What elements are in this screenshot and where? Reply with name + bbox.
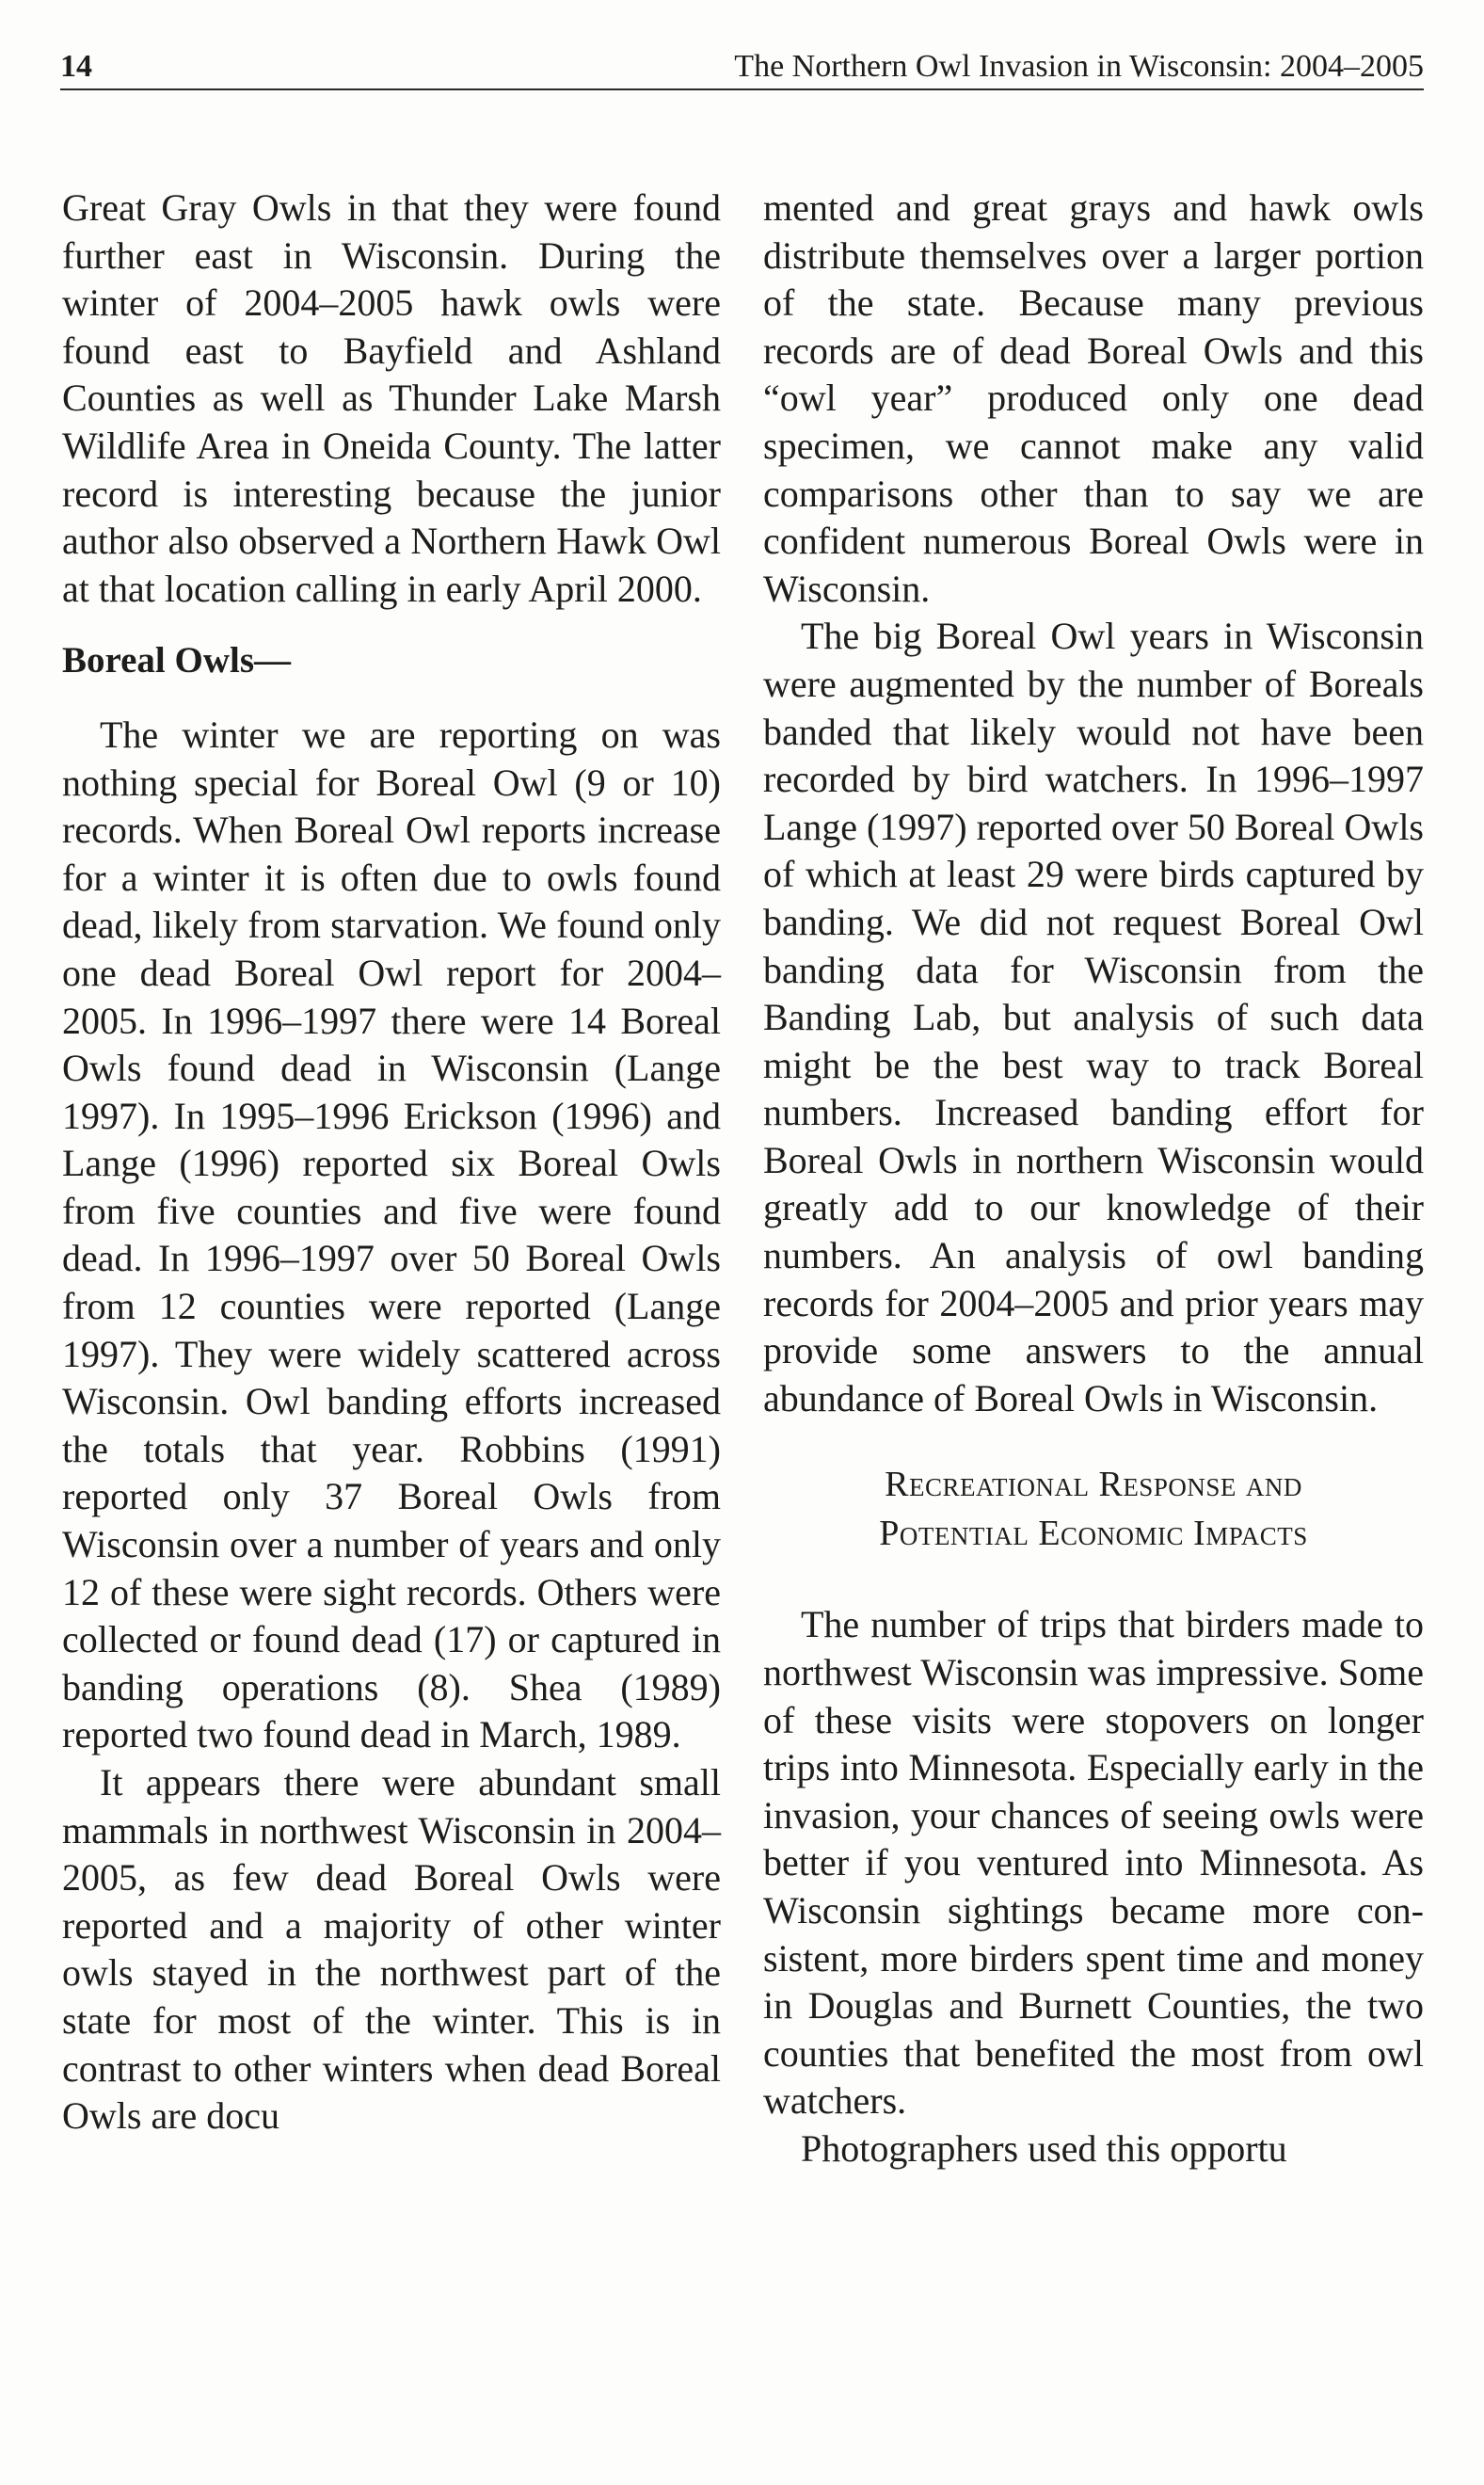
section-heading-recreational-response [763,1460,1424,1558]
paragraph-distribution: mented and great grays and hawk owls distribute themselves over a larger portion of the state. Because many previous records are of dead Boreal Owls and this “owl year” produced only one dead specimen, we cannot make any valid comparisons other than to say we are confident numerous Boreal Owls were in Wisconsin. [763,186,1424,610]
paragraph-great-gray-continuation: Great Gray Owls in that they were found further east in Wisconsin. During the winter of 2004–2005 hawk owls were found east to Bayfield and Ashland Counties as well as Thunder Lake Marsh Wildlife Area in Oneida County. The latter record is interesting because the junior author also observed a Northern Hawk Owl at that location calling in early April 2000. [62,186,721,610]
paragraph-banding: The big Boreal Owl years in Wisconsin were augmented by the number of Boreals banded that likely would not have been recorded by bird watchers. In 1996–1997 Lange (1997) reported over 50 Boreal Owls of which at least 29 were birds captured by banding. We did not request Boreal Owl banding data for Wisconsin from the Banding Lab, but analysis of such data might be the best way to track Boreal numbers. Increased banding effort for Boreal Owls in northern Wisconsin would greatly add to our knowledge of their numbers. An analysis of owl banding records for 2004–2005 and prior years may provide some answers to the annual abundance of Boreal Owls in Wisconsin. [763,615,1424,1419]
paragraph-small-mammals: It appears there were abundant small mammals in northwest Wisconsin in 2004–2005, as few dead Boreal Owls were reported and a majority of other winter owls stayed in the northwest part of the state for most of the winter. This is in contrast to other winters when dead Boreal Owls are docu [62,1761,721,2138]
journal-title: The Northern Owl Invasion in Wisconsin: 2004–2005 [734,49,1424,84]
heading-line-2: Potential Economic Impacts [879,1514,1308,1554]
section-heading-boreal-owls: Boreal Owls— [62,640,292,681]
heading-line-1: Recreational Response and [885,1465,1302,1505]
right-column [763,184,1424,2173]
paragraph-boreal-records: The winter we are reporting on was nothing special for Boreal Owl (9 or 10) records. When Boreal Owl reports increase for a winter it is often due to owls found dead, likely from starvation. We found only one dead Boreal Owl report for 2004–2005. In 1996–1997 there were 14 Boreal Owls found dead in Wisconsin (Lange 1997). In 1995–1996 Erickson (1996) and Lange (1996) reported six Boreal Owls from five counties and five were found dead. In 1996–1997 over 50 Boreal Owls from 12 counties were reported (Lange 1997). They were widely scattered across Wisconsin. Owl banding efforts increased the totals that year. Robbins (1991) reported only 37 Boreal Owls from Wisconsin over a number of years and only 12 of these were sight records. Others were collected or found dead (17) or captured in banding operations (8). Shea (1989) reported two found dead in March, 1989. [62,713,721,1756]
paragraph-photographers: Photographers used this opportu [801,2126,1287,2170]
page-number: 14 [60,49,92,84]
paragraph-birder-trips: The number of trips that birders made to northwest Wisconsin was impressive. Some of these visits were stopovers on longer trips into Minnesota. Especially early in the invasion, your chances of seeing owls were better if you ventured into Minnesota. As Wisconsin sightings became more consistent, more birders spent time and money in Douglas and Burnett Counties, the two counties that benefited the most from owl watchers. [763,1603,1424,2123]
running-head [60,45,1424,90]
left-column [62,184,721,2140]
